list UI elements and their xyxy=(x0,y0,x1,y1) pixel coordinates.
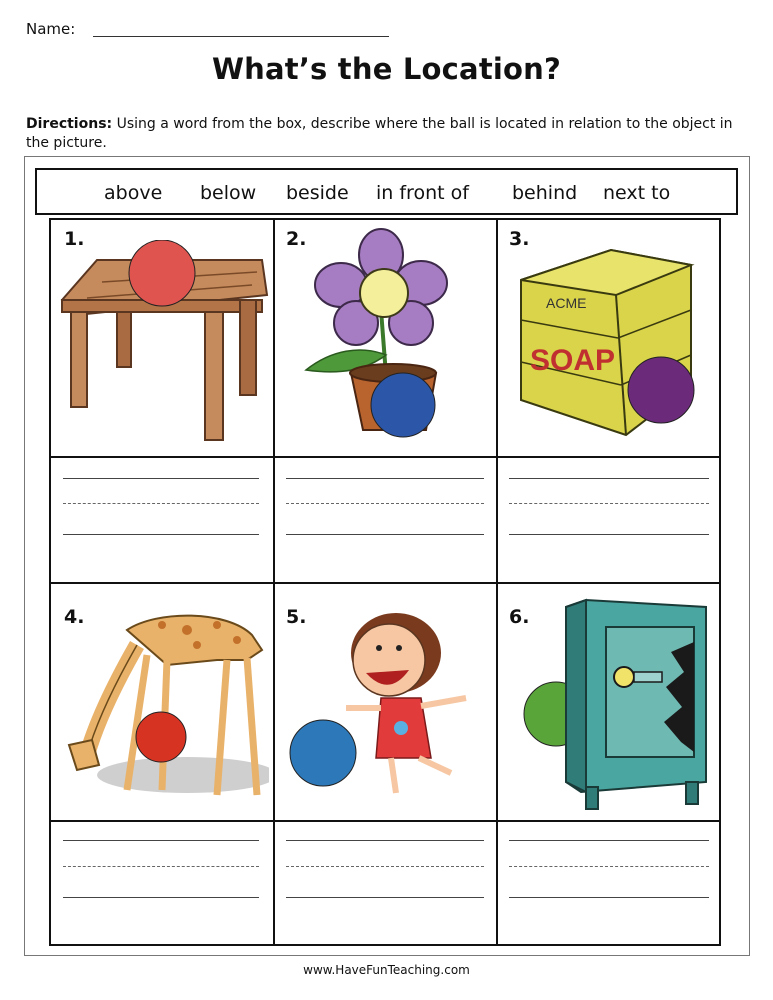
word-next-to: next to xyxy=(603,182,671,204)
directions xyxy=(26,115,746,153)
answer-line-2[interactable] xyxy=(286,478,484,479)
ball-1 xyxy=(129,240,195,306)
name-row xyxy=(26,20,389,38)
ball-4 xyxy=(136,712,186,762)
ball-3 xyxy=(628,357,694,423)
giraffe-illustration xyxy=(57,590,269,815)
word-in-front-of: in front of xyxy=(376,182,469,204)
exercise-grid xyxy=(49,218,721,946)
item-number-2: 2. xyxy=(286,228,307,250)
item-number-1: 1. xyxy=(64,228,85,250)
name-field[interactable] xyxy=(93,22,389,37)
answer-line-1[interactable] xyxy=(63,478,259,479)
word-box xyxy=(35,168,738,215)
word-below: below xyxy=(200,182,257,204)
safe-illustration xyxy=(506,592,718,814)
word-above: above xyxy=(104,182,163,204)
directions-text: Using a word from the box, describe where the ball is located in relation to the object in the picture. xyxy=(26,116,733,151)
table-illustration xyxy=(57,240,269,452)
footer-website: www.HaveFunTeaching.com xyxy=(303,963,470,977)
directions-label: Directions: xyxy=(26,116,113,132)
soap-crate-illustration xyxy=(506,240,718,452)
ball-5 xyxy=(290,720,356,786)
word-behind: behind xyxy=(512,182,578,204)
name-label: Name: xyxy=(26,20,76,38)
crate-text-acme: ACME xyxy=(546,295,587,311)
crate-text-soap: SOAP xyxy=(530,344,616,377)
girl-illustration xyxy=(281,598,493,813)
item-number-4: 4. xyxy=(64,606,85,628)
item-number-6: 6. xyxy=(509,606,530,628)
flower-illustration xyxy=(281,225,493,453)
answer-line-5[interactable] xyxy=(286,840,484,841)
item-number-3: 3. xyxy=(509,228,530,250)
item-number-5: 5. xyxy=(286,606,307,628)
answer-line-4[interactable] xyxy=(63,840,259,841)
answer-line-3[interactable] xyxy=(509,478,709,479)
answer-line-6[interactable] xyxy=(509,840,709,841)
page-title: What’s the Location? xyxy=(211,52,562,86)
word-beside: beside xyxy=(286,182,349,204)
ball-2 xyxy=(371,373,435,437)
